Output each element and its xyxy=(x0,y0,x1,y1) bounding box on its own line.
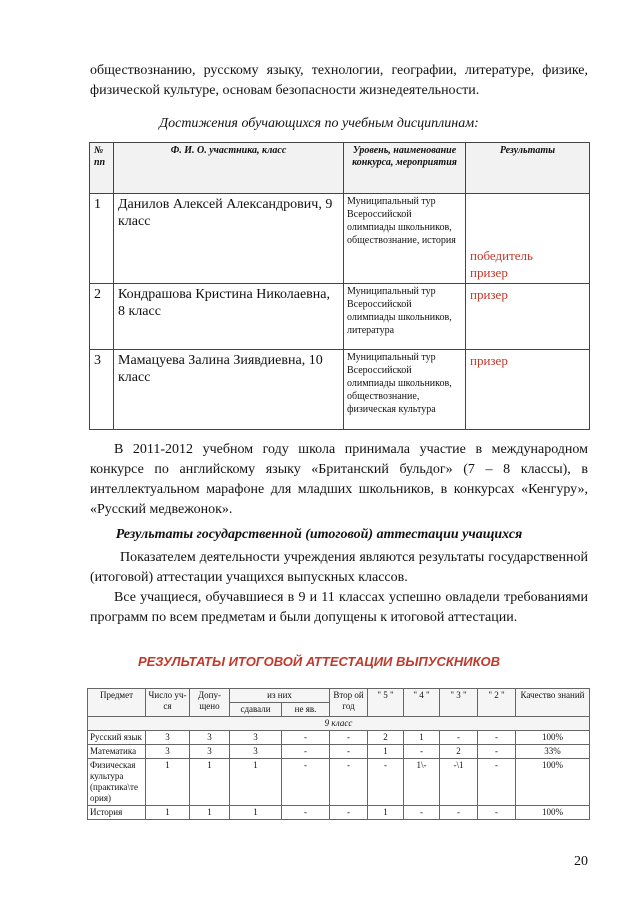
cell-second-year: - xyxy=(330,731,368,745)
cell-grade-4: - xyxy=(404,806,440,820)
attestation-heading: Результаты государственной (итоговой) аттестации учащихся xyxy=(115,527,523,542)
header-of-them: из них xyxy=(230,689,330,703)
row-result xyxy=(466,194,590,284)
header-count: Число уч-ся xyxy=(146,689,190,717)
row-result: призер xyxy=(466,350,590,430)
row-name: Данилов Алексей Александрович, 9 класс xyxy=(114,194,344,284)
cell-grade-5: 2 xyxy=(368,731,404,745)
cell-grade-2: - xyxy=(478,759,516,806)
cell-quality: 100% xyxy=(516,731,590,745)
attestation-paragraph-1: Показателем деятельности учреждения являются результаты государственной (итоговой) аттестации учащихся выпускных классов. xyxy=(90,550,588,585)
row-level: Муниципальный тур Всероссийской олимпиады школьников, обществознание, физическая культура xyxy=(344,350,466,430)
cell-absent: - xyxy=(282,731,330,745)
header-name: Ф. И. О. участника, класс xyxy=(114,143,344,194)
cell-absent: - xyxy=(282,806,330,820)
cell-grade-2: - xyxy=(478,731,516,745)
row-level: Муниципальный тур Всероссийской олимпиады школьников, литература xyxy=(344,284,466,350)
cell-count: 1 xyxy=(146,806,190,820)
result-prize: призер xyxy=(470,265,508,280)
results-title: РЕЗУЛЬТАТЫ ИТОГОВОЙ АТТЕСТАЦИИ ВЫПУСКНИКОВ xyxy=(138,654,500,669)
row-level: Муниципальный тур Всероссийской олимпиады школьников, обществознание, история xyxy=(344,194,466,284)
cell-grade-4: 1 xyxy=(404,731,440,745)
achievements-heading: Достижения обучающихся по учебным дисциплинам: xyxy=(159,116,479,131)
cell-grade-5: - xyxy=(368,759,404,806)
row-num: 2 xyxy=(90,284,114,350)
cell-grade-3: - xyxy=(440,806,478,820)
table-row xyxy=(88,731,590,745)
cell-subject: Физическая культура (практика\те ория) xyxy=(88,759,146,806)
header-grade-3: " 3 " xyxy=(440,689,478,717)
cell-second-year: - xyxy=(330,759,368,806)
cell-grade-4: 1\- xyxy=(404,759,440,806)
cell-subject: Русский язык xyxy=(88,731,146,745)
header-num: № пп xyxy=(90,143,114,194)
table-row xyxy=(90,350,590,430)
header-grade-2: " 2 " xyxy=(478,689,516,717)
result-winner: победитель xyxy=(470,248,533,263)
page-number: 20 xyxy=(574,854,588,869)
header-results: Результаты xyxy=(466,143,590,194)
cell-subject: Математика xyxy=(88,745,146,759)
cell-absent: - xyxy=(282,745,330,759)
header-second-year: Втор ой год xyxy=(330,689,368,717)
cell-quality: 33% xyxy=(516,745,590,759)
cell-admitted: 1 xyxy=(190,759,230,806)
cell-grade-3: -\1 xyxy=(440,759,478,806)
table-row xyxy=(88,745,590,759)
class-label: 9 класс xyxy=(88,717,590,731)
cell-count: 3 xyxy=(146,745,190,759)
table-header-row xyxy=(90,143,590,194)
header-admitted: Допу-щено xyxy=(190,689,230,717)
cell-second-year: - xyxy=(330,806,368,820)
header-absent: не яв. xyxy=(282,703,330,717)
cell-grade-5: 1 xyxy=(368,745,404,759)
table-row xyxy=(90,284,590,350)
achievements-table xyxy=(89,142,590,430)
cell-subject: История xyxy=(88,806,146,820)
cell-grade-4: - xyxy=(404,745,440,759)
cell-admitted: 3 xyxy=(190,745,230,759)
row-name: Мамацуева Залина Зиявдиевна, 10 класс xyxy=(114,350,344,430)
intro-paragraph: обществознанию, русскому языку, технологии, географии, литературе, физике, физической культуре, основам безопасности жизнедеятельности. xyxy=(90,63,588,98)
row-name: Кондрашова Кристина Николаевна, 8 класс xyxy=(114,284,344,350)
cell-admitted: 1 xyxy=(190,806,230,820)
cell-admitted: 3 xyxy=(190,731,230,745)
row-result: призер xyxy=(466,284,590,350)
cell-passed: 3 xyxy=(230,731,282,745)
cell-grade-2: - xyxy=(478,806,516,820)
header-passed: сдавали xyxy=(230,703,282,717)
table-row xyxy=(88,806,590,820)
cell-quality: 100% xyxy=(516,759,590,806)
header-level: Уровень, наименование конкурса, мероприятия xyxy=(344,143,466,194)
table-row xyxy=(90,194,590,284)
contest-paragraph: В 2011-2012 учебном году школа принимала участие в международном конкурсе по английскому языку «Британский бульдог» (7 – 8 классы), в интеллектуальном марафоне для младших школьников, в конкурсах «Кенгуру», «Русский медвежонок». xyxy=(90,442,588,517)
cell-grade-3: 2 xyxy=(440,745,478,759)
cell-absent: - xyxy=(282,759,330,806)
table-row xyxy=(88,759,590,806)
cell-passed: 3 xyxy=(230,745,282,759)
cell-second-year: - xyxy=(330,745,368,759)
header-grade-4: " 4 " xyxy=(404,689,440,717)
header-quality: Качество знаний xyxy=(516,689,590,717)
row-num: 1 xyxy=(90,194,114,284)
row-num: 3 xyxy=(90,350,114,430)
cell-passed: 1 xyxy=(230,759,282,806)
results-header-row xyxy=(88,689,590,703)
cell-passed: 1 xyxy=(230,806,282,820)
cell-grade-2: - xyxy=(478,745,516,759)
cell-grade-3: - xyxy=(440,731,478,745)
header-subject: Предмет xyxy=(88,689,146,717)
header-grade-5: " 5 " xyxy=(368,689,404,717)
cell-grade-5: 1 xyxy=(368,806,404,820)
cell-quality: 100% xyxy=(516,806,590,820)
attestation-paragraph-2: Все учащиеся, обучавшиеся в 9 и 11 классах успешно овладели требованиями программ по всем предметам и были допущены к итоговой аттестации. xyxy=(90,590,588,625)
cell-count: 1 xyxy=(146,759,190,806)
results-table xyxy=(87,688,590,820)
cell-count: 3 xyxy=(146,731,190,745)
class-row xyxy=(88,717,590,731)
